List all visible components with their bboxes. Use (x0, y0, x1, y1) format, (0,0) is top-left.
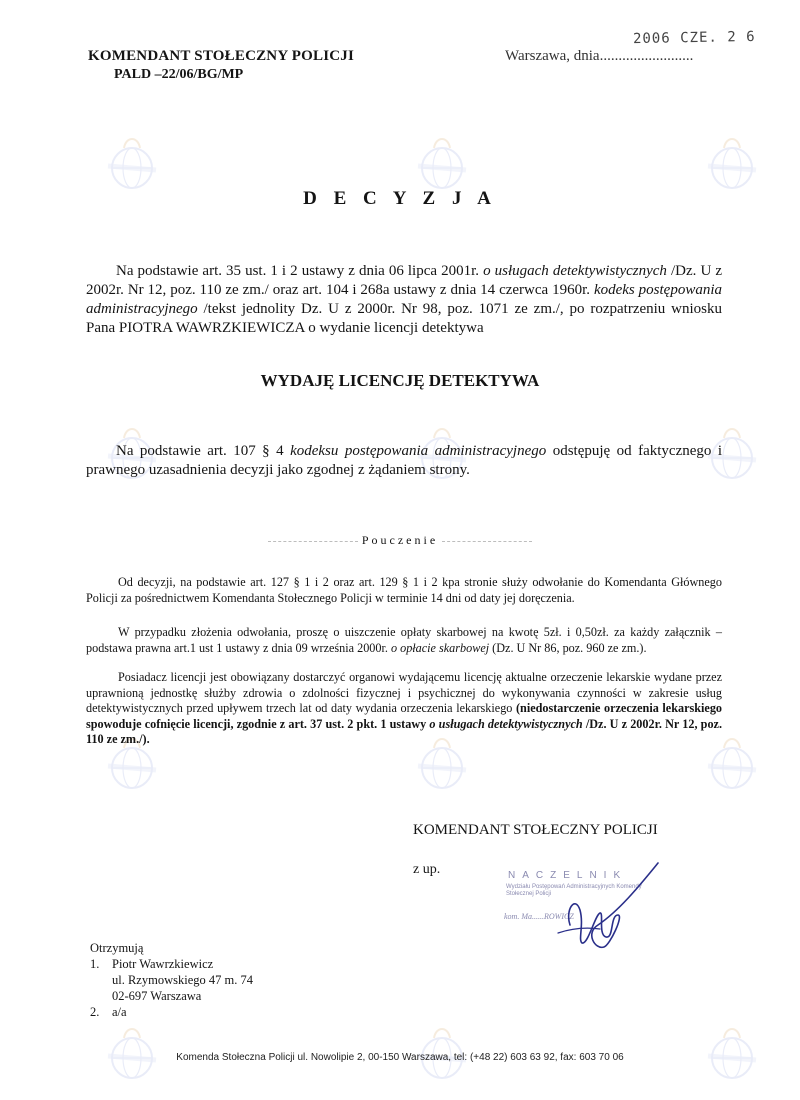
recipient-line: ul. Rzymowskiego 47 m. 74 (112, 973, 253, 987)
recipients-label: Otrzymują (90, 941, 144, 955)
watermark-emblem (410, 130, 474, 194)
watermark-emblem (100, 130, 164, 194)
signatory-title: KOMENDANT STOŁECZNY POLICJI (413, 822, 658, 838)
watermark-emblem (700, 130, 764, 194)
issuer-name: KOMENDANT STOŁECZNY POLICJI (88, 48, 355, 64)
recipient-item (90, 956, 253, 1004)
place-date-line: Warszawa, dnia......................... (505, 48, 694, 64)
recipient-line: a/a (112, 1005, 127, 1019)
stamp-title: NACZELNIK (508, 870, 628, 881)
date-stamp: 2006 CZE. 2 6 (632, 28, 756, 48)
stamp-text: Wydziału Postępowań Administracyjnych Komendy Stołecznej Policji (506, 884, 642, 897)
legal-basis-paragraph: Na podstawie art. 35 ust. 1 i 2 ustawy z dnia 06 lipca 2001r. o usługach detektywistycznych /Dz. U z 2002r. Nr 12, poz. 110 ze zm./ oraz art. 104 i 268a ustawy z dnia 14 czerwca 1960r. kodeks postępowania administracyjnego /tekst jednolity Dz. U z 2000r. Nr 98, poz. 1071 ze zm./, po rozpatrzeniu wniosku Pana PIOTRA WAWRZKIEWICZA o wydanie licencji detektywa (86, 263, 722, 336)
document-title: D E C Y Z J A (303, 188, 497, 209)
recipient-number: 2. (90, 1005, 100, 1019)
recipient-line: 02-697 Warszawa (112, 989, 202, 1003)
stamp-name: kom. Ma......ROWICZ (504, 912, 574, 921)
appeal-paragraph: Od decyzji, na podstawie art. 127 § 1 i 2 oraz art. 129 § 1 i 2 kpa stronie służy odwołanie do Komendanta Głównego Policji za pośrednictwem Komendanta Stołecznego Policji w terminie 14 dni od daty jej doręczenia. (86, 575, 722, 605)
on-behalf-label: z up. (413, 862, 441, 877)
instruction-heading: Pouczenie (0, 533, 800, 548)
handwritten-signature (540, 855, 670, 955)
fee-paragraph: W przypadku złożenia odwołania, proszę o uiszczenie opłaty skarbowej na kwotę 5zł. i 0,50zł. za każdy załącznik – podstawa prawna art.1 ust 1 ustawy z dnia 09 września 2000r. o opłacie skarbowej (Dz. U Nr 86, poz. 960 ze zm.). (86, 625, 722, 655)
decision-heading: WYDAJĘ LICENCJĘ DETEKTYWA (260, 371, 540, 390)
recipient-line: Piotr Wawrzkiewicz (112, 957, 214, 971)
medical-certificate-paragraph: Posiadacz licencji jest obowiązany dostarczyć organowi wydającemu licencję aktualne orzeczenie lekarskie wydane przez uprawnioną jednostkę służby zdrowia o zdolności fizycznej i psychicznej do wykonywania czynności w zakresie usług detektywistycznych przed upływem trzech lat od daty wydania orzeczenia lekarskiego (niedostarczenie orzeczenia lekarskiego spowoduje cofnięcie licencji, zgodnie z art. 37 ust. 2 pkt. 1 ustawy o usługach detektywistycznych /Dz. U z 2002r. Nr 12, poz. 110 ze zm./). (86, 670, 723, 746)
justification-paragraph: Na podstawie art. 107 § 4 kodeksu postępowania administracyjnego odstępuję od faktycznego i prawnego uzasadnienia decyzji jako zgodnej z żądaniem strony. (86, 443, 723, 478)
recipient-number: 1. (90, 957, 100, 971)
page-footer: Komenda Stołeczna Policji ul. Nowolipie 2, 00-150 Warszawa, tel: (+48 22) 603 63 92, fax: 603 70 06 (176, 1052, 624, 1063)
reference-number: PALD –22/06/BG/MP (114, 67, 244, 82)
recipient-item (90, 1004, 253, 1020)
recipients-list (90, 940, 253, 1020)
